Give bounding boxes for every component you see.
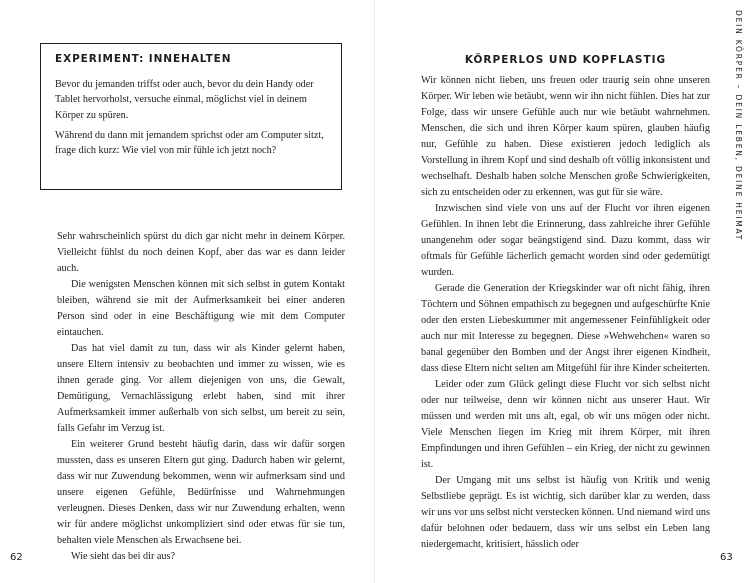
body-paragraph: Der Umgang mit uns selbst ist häufig von Kritik und wenig Selbstliebe geprägt. Es ist wichtig, sich darüber klar zu werden, dass wir uns vor uns selbst nicht verstecken können. Und niemand wird uns dafür belohnen oder bedauern, dass wir uns selbst ein Leben lang niedergemacht, kritisiert, hässlich oder xyxy=(421,475,710,550)
body-paragraph: Inzwischen sind viele von uns auf der Flucht vor ihren eigenen Gefühlen. In ihnen lebt die Erinnerung, dass zahlreiche ihrer Gefühle unangenehm oder sogar beängstigend sind. Dazu kommt, dass wir oftmals für Gefühle lächerlich gemacht worden sind oder gedemütigt wurden. xyxy=(421,203,710,278)
running-head: DEIN KÖRPER – DEIN LEBEN, DEINE HEIMAT xyxy=(734,10,743,242)
body-paragraph: Wir können nicht lieben, uns freuen oder traurig sein ohne unseren Körper. Wir leben wie betäubt, wenn wir ihn nicht fühlen. Dies hat zur Folge, dass wir unsere Gefühle auch nur wie betäubt wahrnehmen. Menschen, die sich und ihren Körper kaum spüren, glauben häufig nur, Gefühle zu haben. Diese existieren jedoch lediglich als Vorstellung in ihrem Kopf und sind deshalb oft völlig inkonsistent und wechselhaft. Deshalb haben solche Menschen große Schwierigkeiten, sich zu entscheiden oder zu erkennen, was gut für sie wäre. xyxy=(421,75,710,198)
body-paragraph: Die wenigsten Menschen können mit sich selbst in gutem Kontakt bleiben, während sie mit der Aufmerksamkeit bei einer anderen Person sind oder in eine Beschäftigung wie mit dem Computer eintauchen. xyxy=(57,279,345,338)
body-paragraph: Wie sieht das bei dir aus? xyxy=(71,551,175,562)
body-paragraph: Leider oder zum Glück gelingt diese Flucht vor sich selbst nicht oder nur teilweise, denn wir können nicht aus unserer Haut. Wir müssen und werden mit uns alt, egal, ob wir uns mögen oder nicht. Viele Menschen liegen im Krieg mit ihrem Körper, mit ihren Empfindungen und ihren Gefühlen – ein Krieg, der nicht zu gewinnen ist. xyxy=(421,379,710,470)
page-number-left: 62 xyxy=(10,552,23,563)
body-paragraph: Sehr wahrscheinlich spürst du dich gar nicht mehr in deinem Körper. Vielleicht fühlst du noch deinen Kopf, aber das war es dann leider auch. xyxy=(57,231,345,274)
body-paragraph: Gerade die Generation der Kriegskinder war oft nicht fähig, ihren Töchtern und Söhnen empathisch zu begegnen und aufgeschürfte Knie oder den ersten Liebeskummer mit angemessener Feinfühligkeit oder auch nur mit Interesse zu begegnen. Diese »Wehwehchen« waren so banal gegenüber den Bomben und der Angst ihrer eigenen Kindheit, dass diese Eltern nicht selten am Mitgefühl für ihre Kinder scheiterten. xyxy=(421,283,710,374)
body-paragraph: Das hat viel damit zu tun, dass wir als Kinder gelernt haben, unsere Eltern intensiv zu beobachten und immer zu wissen, wie es ihnen gerade ging. Vor allem diejenigen von uns, die Gewalt, Demütigung, Vernachlässigung erlebt haben, sind mit ihrer Aufmerksamkeit immer außerhalb von sich selbst, um bereit zu sein, falls Gefahr im Verzug ist. xyxy=(57,343,345,434)
experiment-paragraph: Während du dann mit jemandem sprichst oder am Computer sitzt, frage dich kurz: Wie viel von mir fühle ich jetzt noch? xyxy=(55,129,324,157)
page-number-right: 63 xyxy=(720,552,733,563)
body-paragraph: Ein weiterer Grund besteht häufig darin, dass wir dafür sorgen mussten, dass es unseren Eltern gut ging. Dadurch haben wir gelernt, dass wir nur Zuwendung bekommen, wenn wir aufmerksam sind und unsere eigenen Gefühle, Bedürfnisse und Wahrnehmungen verleugnen. Dieses Denken, dass wir nur Zuwendung erhalten, wenn wir für andere möglichst unkompliziert sind oder etwas für sie tun, behalten viele Menschen als Erwachsene bei. xyxy=(57,439,345,546)
experiment-title: EXPERIMENT: INNEHALTEN xyxy=(55,53,232,65)
right-body-text xyxy=(421,73,710,553)
chapter-heading: KÖRPERLOS UND KOPFLASTIG xyxy=(464,54,667,66)
experiment-paragraph: Bevor du jemanden triffst oder auch, bevor du dein Handy oder Tablet hervorholst, versuche einmal, möglichst viel in deinem Körper zu spüren. xyxy=(55,79,314,121)
experiment-box xyxy=(40,43,342,190)
left-body-text xyxy=(57,229,345,565)
